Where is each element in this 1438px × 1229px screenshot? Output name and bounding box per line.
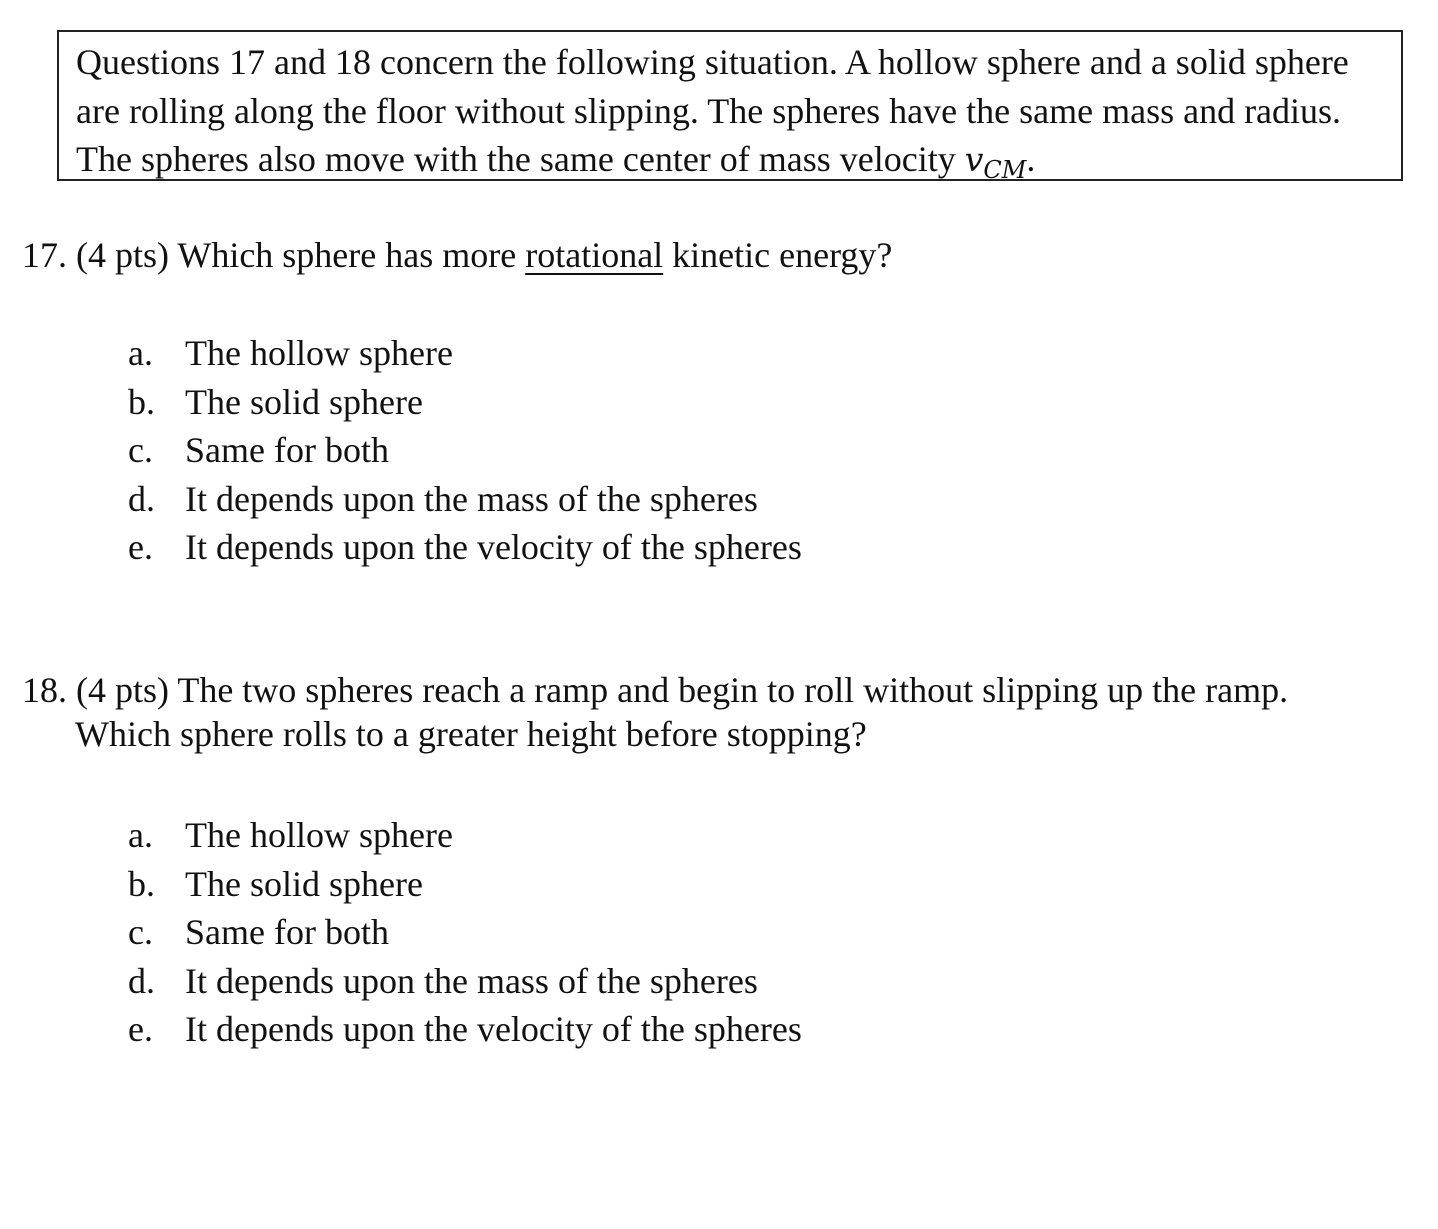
option-text: It depends upon the mass of the spheres — [185, 478, 758, 519]
velocity-symbol: v — [964, 140, 984, 179]
question-18-options — [128, 811, 802, 1054]
option-letter: a. — [128, 815, 153, 855]
option-18-c[interactable] — [128, 908, 802, 957]
option-text: It depends upon the velocity of the spheres — [185, 527, 802, 567]
option-text: The solid sphere — [185, 863, 423, 904]
context-line-1: Questions 17 and 18 concern the following situation. A hollow sphere and a solid sphere — [76, 42, 1349, 82]
option-17-d[interactable] — [128, 475, 802, 524]
velocity-subscript: CM — [983, 156, 1027, 184]
context-line-3-end: . — [1026, 139, 1036, 179]
option-17-b[interactable] — [128, 378, 802, 427]
option-18-a[interactable] — [128, 811, 802, 860]
option-letter: c. — [128, 430, 153, 470]
option-18-e[interactable] — [128, 1005, 802, 1054]
option-letter: e. — [128, 527, 153, 567]
option-letter: e. — [128, 1009, 153, 1049]
option-18-b[interactable] — [128, 860, 802, 909]
option-text: The hollow sphere — [185, 815, 453, 855]
option-letter: d. — [128, 960, 155, 1001]
question-17-emphasis: rotational — [525, 235, 664, 275]
option-letter: b. — [128, 381, 155, 422]
option-text: It depends upon the mass of the spheres — [185, 960, 758, 1001]
option-letter: d. — [128, 478, 155, 519]
option-17-e[interactable] — [128, 523, 802, 572]
option-text: It depends upon the velocity of the spheres — [185, 1009, 802, 1049]
option-letter: c. — [128, 912, 153, 952]
question-18-line-2: Which sphere rolls to a greater height before stopping? — [75, 714, 867, 754]
context-line-3-text: The spheres also move with the same center of mass velocity — [76, 139, 965, 179]
option-text: The hollow sphere — [185, 333, 453, 373]
question-17-suffix: kinetic energy? — [663, 235, 893, 275]
context-box — [57, 30, 1403, 184]
option-text: Same for both — [185, 912, 389, 952]
question-18 — [22, 669, 1288, 755]
option-18-d[interactable] — [128, 957, 802, 1006]
question-17-options — [128, 329, 802, 572]
question-17 — [22, 234, 892, 276]
option-17-a[interactable] — [128, 329, 802, 378]
option-17-c[interactable] — [128, 426, 802, 475]
question-18-line-1: 18. (4 pts) The two spheres reach a ramp and begin to roll without slipping up the ramp. — [22, 670, 1289, 710]
option-letter: b. — [128, 863, 155, 904]
question-17-prefix: 17. (4 pts) Which sphere has more — [22, 235, 526, 275]
option-text: Same for both — [185, 430, 389, 470]
context-line-3 — [76, 135, 1385, 188]
option-text: The solid sphere — [185, 381, 423, 422]
context-line-2: are rolling along the floor without slipping. The spheres have the same mass and radius. — [76, 90, 1342, 131]
option-letter: a. — [128, 333, 153, 373]
